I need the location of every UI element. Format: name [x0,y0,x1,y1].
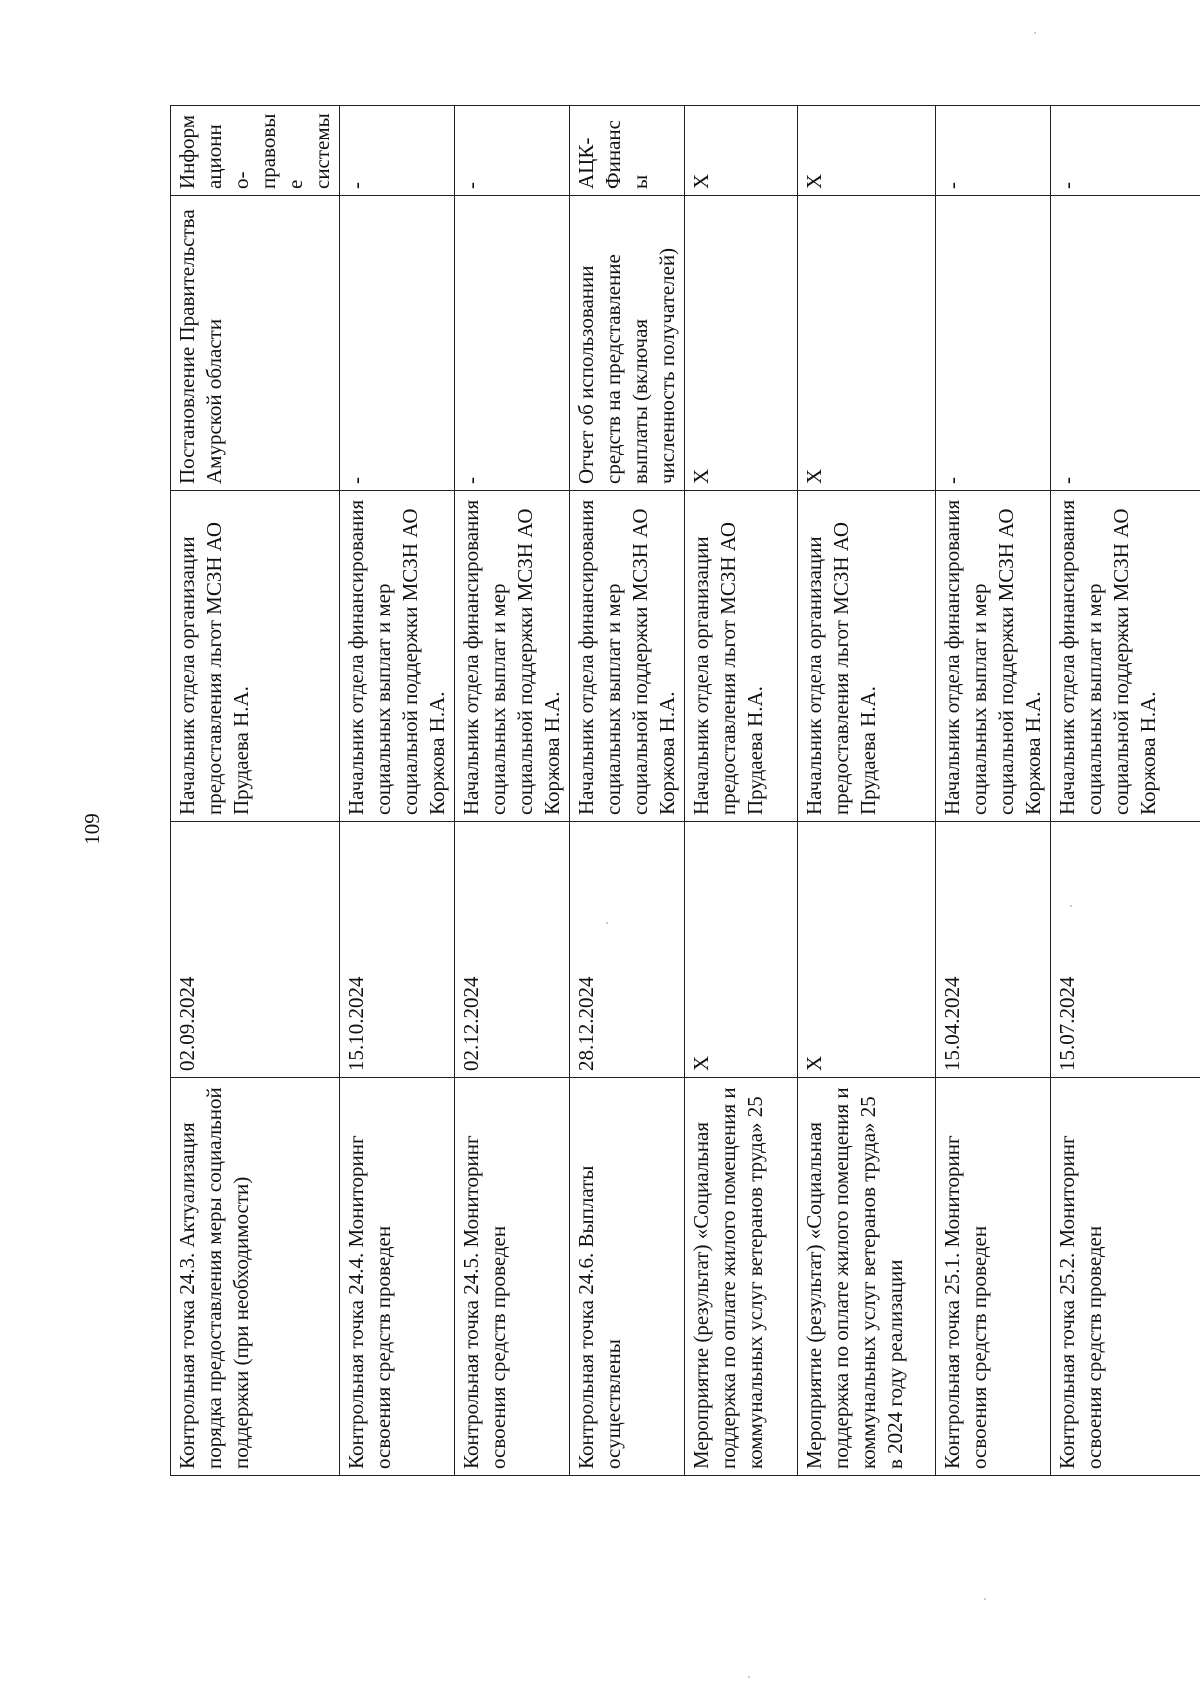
cell-document: Постановление Правительства Амурской области [171,196,340,491]
scan-speck [606,922,608,924]
table-row [936,106,1051,1476]
cell-system: - [340,106,455,196]
cell-system: - [936,106,1051,196]
cell-system: АЦК-Финансы [570,106,685,196]
scan-speck [1034,32,1036,34]
table-row [570,106,685,1476]
table-row [798,106,936,1476]
cell-event: Контрольная точка 25.2. Мониторинг освоения средств проведен [1051,1078,1200,1476]
page-number: 109 [80,813,104,845]
cell-event: Контрольная точка 24.4. Мониторинг освоения средств проведен [340,1078,455,1476]
table-row [1051,106,1200,1476]
cell-date: Х [685,822,798,1078]
cell-document: - [340,196,455,491]
cell-responsible: Начальник отдела финансирования социальных выплат и мер социальной поддержки МСЗН АО Коржова Н.А. [340,491,455,822]
scan-speck [748,1676,750,1678]
cell-event: Контрольная точка 24.5. Мониторинг освоения средств проведен [455,1078,570,1476]
cell-date: 15.07.2024 [1051,822,1200,1078]
cell-event: Мероприятие (результат) «Социальная поддержка по оплате жилого помещения и коммунальных услуг ветеранов труда» 25 [685,1078,798,1476]
cell-responsible: Начальник отдела организации предоставления льгот МСЗН АО Прудаева Н.А. [798,491,936,822]
cell-responsible: Начальник отдела финансирования социальных выплат и мер социальной поддержки МСЗН АО Коржова Н.А. [1051,491,1200,822]
cell-event: Контрольная точка 25.1. Мониторинг освоения средств проведен [936,1078,1051,1476]
control-points-table [170,105,1200,1476]
cell-document: - [455,196,570,491]
cell-date: 02.09.2024 [171,822,340,1078]
cell-document: Отчет об использовании средств на представление выплаты (включая численность получателей) [570,196,685,491]
cell-document: Х [685,196,798,491]
table-row [685,106,798,1476]
cell-date: 28.12.2024 [570,822,685,1078]
cell-date: 15.10.2024 [340,822,455,1078]
cell-responsible: Начальник отдела организации предоставления льгот МСЗН АО Прудаева Н.А. [171,491,340,822]
cell-event: Мероприятие (результат) «Социальная поддержка по оплате жилого помещения и коммунальных услуг ветеранов труда» 25 в 2024 году реализации [798,1078,936,1476]
cell-date: 02.12.2024 [455,822,570,1078]
cell-system: Информационн о-правовые системы [171,106,340,196]
scan-speck [1070,905,1072,907]
cell-date: 15.04.2024 [936,822,1051,1078]
cell-document: - [936,196,1051,491]
cell-system: - [455,106,570,196]
scan-speck [984,1598,986,1600]
cell-system: Х [798,106,936,196]
table-row [455,106,570,1476]
cell-document: - [1051,196,1200,491]
table-row [171,106,340,1476]
cell-system: Х [685,106,798,196]
cell-date: Х [798,822,936,1078]
cell-responsible: Начальник отдела организации предоставления льгот МСЗН АО Прудаева Н.А. [685,491,798,822]
cell-event: Контрольная точка 24.6. Выплаты осуществлены [570,1078,685,1476]
cell-responsible: Начальник отдела финансирования социальных выплат и мер социальной поддержки МСЗН АО Коржова Н.А. [455,491,570,822]
table-frame [170,106,1160,1476]
cell-responsible: Начальник отдела финансирования социальных выплат и мер социальной поддержки МСЗН АО Коржова Н.А. [570,491,685,822]
cell-system: - [1051,106,1200,196]
cell-responsible: Начальник отдела финансирования социальных выплат и мер социальной поддержки МСЗН АО Коржова Н.А. [936,491,1051,822]
cell-event: Контрольная точка 24.3. Актуализация порядка предоставления меры социальной поддержки (при необходимости) [171,1078,340,1476]
table-row [340,106,455,1476]
cell-document: Х [798,196,936,491]
